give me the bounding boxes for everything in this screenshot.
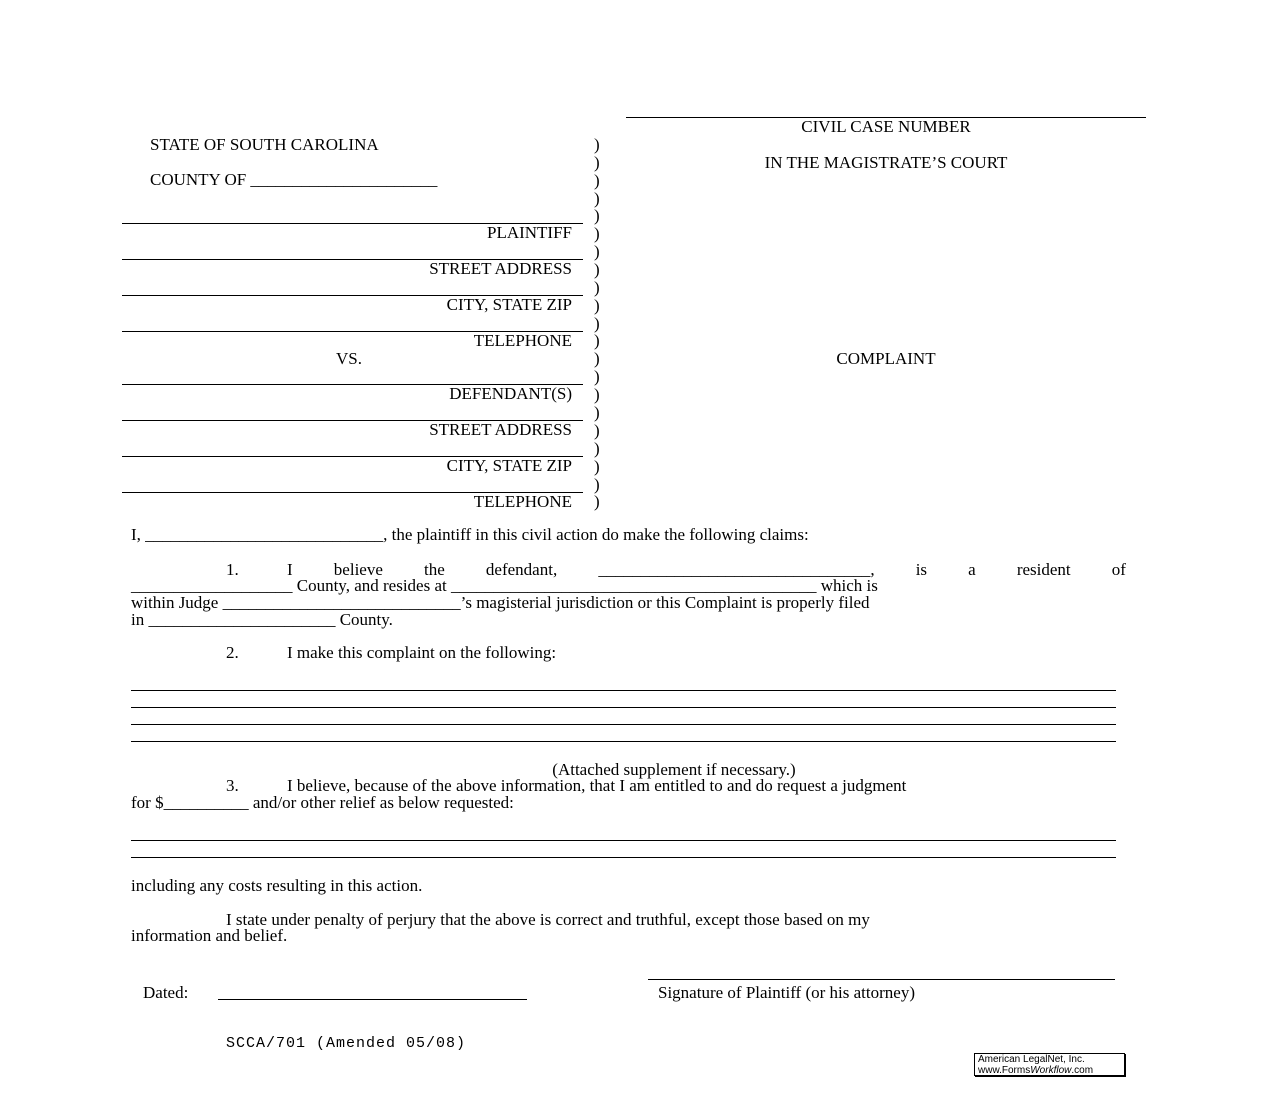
- paren: ): [594, 171, 600, 190]
- claim-1-number: 1.: [226, 560, 239, 579]
- claim-2-number: 2.: [226, 643, 239, 662]
- claim-3-line-2[interactable]: for $__________ and/or other relief as below requested:: [131, 793, 514, 812]
- word: resident: [1016, 560, 1071, 579]
- paren: ): [594, 492, 600, 511]
- word: defendant,: [485, 560, 558, 579]
- court-label: IN THE MAGISTRATE’S COURT: [764, 153, 1008, 172]
- complaint-line[interactable]: [131, 724, 1116, 725]
- vs-label: VS.: [336, 349, 362, 368]
- complaint-title: COMPLAINT: [836, 349, 936, 368]
- civil-case-number-label: CIVIL CASE NUMBER: [801, 117, 971, 136]
- paren: ): [594, 296, 600, 315]
- paren: ): [594, 224, 600, 243]
- word: believe: [333, 560, 383, 579]
- claim-3-number: 3.: [226, 776, 239, 795]
- complaint-line[interactable]: [131, 690, 1116, 691]
- paren: ): [594, 331, 600, 350]
- dated-label: Dated:: [143, 983, 189, 1002]
- word: the: [424, 560, 445, 579]
- claim-3-line-1: I believe, because of the above information, that I am entitled to and do request a judgment: [287, 776, 907, 795]
- american-legalnet-logo: [974, 1053, 1125, 1076]
- paren: ): [594, 367, 600, 386]
- perjury-line-1: I state under penalty of perjury that the above is correct and truthful, except those based on my: [226, 910, 870, 929]
- paren: ): [594, 278, 600, 297]
- word: is: [915, 560, 928, 579]
- plaintiff-telephone-label: TELEPHONE: [473, 331, 572, 350]
- claim-1-line-3[interactable]: within Judge ____________________________’s magisterial jurisdiction or this Complaint is properly filed: [131, 593, 870, 612]
- claim-1-line-2[interactable]: ___________________ County, and resides at ___________________________________________ which is: [131, 576, 878, 595]
- paren: ): [594, 349, 600, 368]
- signature-line[interactable]: [648, 979, 1115, 980]
- word: of: [1111, 560, 1126, 579]
- paren: ): [594, 403, 600, 422]
- logo-line-1: American LegalNet, Inc.: [978, 1054, 1085, 1065]
- paren: ): [594, 314, 600, 333]
- state-label: STATE OF SOUTH CAROLINA: [150, 135, 379, 154]
- claim-1-line-4[interactable]: in ______________________ County.: [131, 610, 393, 629]
- costs-line: including any costs resulting in this action.: [131, 876, 423, 895]
- logo-italic: Workflow: [1030, 1065, 1072, 1076]
- signature-label: Signature of Plaintiff (or his attorney): [658, 983, 915, 1002]
- county-field[interactable]: COUNTY OF ______________________: [150, 170, 438, 189]
- intro-line[interactable]: I, ____________________________, the plaintiff in this civil action do make the following claims:: [131, 525, 809, 544]
- word: I: [287, 560, 293, 579]
- defendant-name-blank[interactable]: ________________________________,: [598, 560, 875, 579]
- defendant-street-label: STREET ADDRESS: [429, 420, 572, 439]
- paren: ): [594, 475, 600, 494]
- paren: ): [594, 135, 600, 154]
- paren: ): [594, 153, 600, 172]
- complaint-line[interactable]: [131, 707, 1116, 708]
- plaintiff-street-label: STREET ADDRESS: [429, 259, 572, 278]
- complaint-line[interactable]: [131, 741, 1116, 742]
- plaintiff-city-label: CITY, STATE ZIP: [446, 295, 572, 314]
- relief-line[interactable]: [131, 857, 1116, 858]
- paren: ): [594, 457, 600, 476]
- word: a: [968, 560, 976, 579]
- paren: ): [594, 189, 600, 208]
- paren: ): [594, 439, 600, 458]
- plaintiff-label: PLAINTIFF: [486, 223, 572, 242]
- paren: ): [594, 385, 600, 404]
- paren: ): [594, 421, 600, 440]
- paren: ): [594, 242, 600, 261]
- paren: ): [594, 206, 600, 225]
- perjury-line-2: information and belief.: [131, 926, 288, 945]
- logo-line-2: [978, 1065, 1124, 1076]
- form-id: SCCA/701 (Amended 05/08): [226, 1035, 467, 1052]
- defendant-city-label: CITY, STATE ZIP: [446, 456, 572, 475]
- claim-2-text: I make this complaint on the following:: [287, 643, 557, 662]
- paren: ): [594, 260, 600, 279]
- logo-suffix: .com: [1071, 1065, 1094, 1076]
- defendant-label: DEFENDANT(S): [449, 384, 572, 403]
- supplement-note: (Attached supplement if necessary.): [552, 760, 796, 779]
- date-line[interactable]: [218, 999, 527, 1000]
- logo-prefix: www.Forms: [978, 1065, 1031, 1076]
- defendant-telephone-label: TELEPHONE: [473, 492, 572, 511]
- relief-line[interactable]: [131, 840, 1116, 841]
